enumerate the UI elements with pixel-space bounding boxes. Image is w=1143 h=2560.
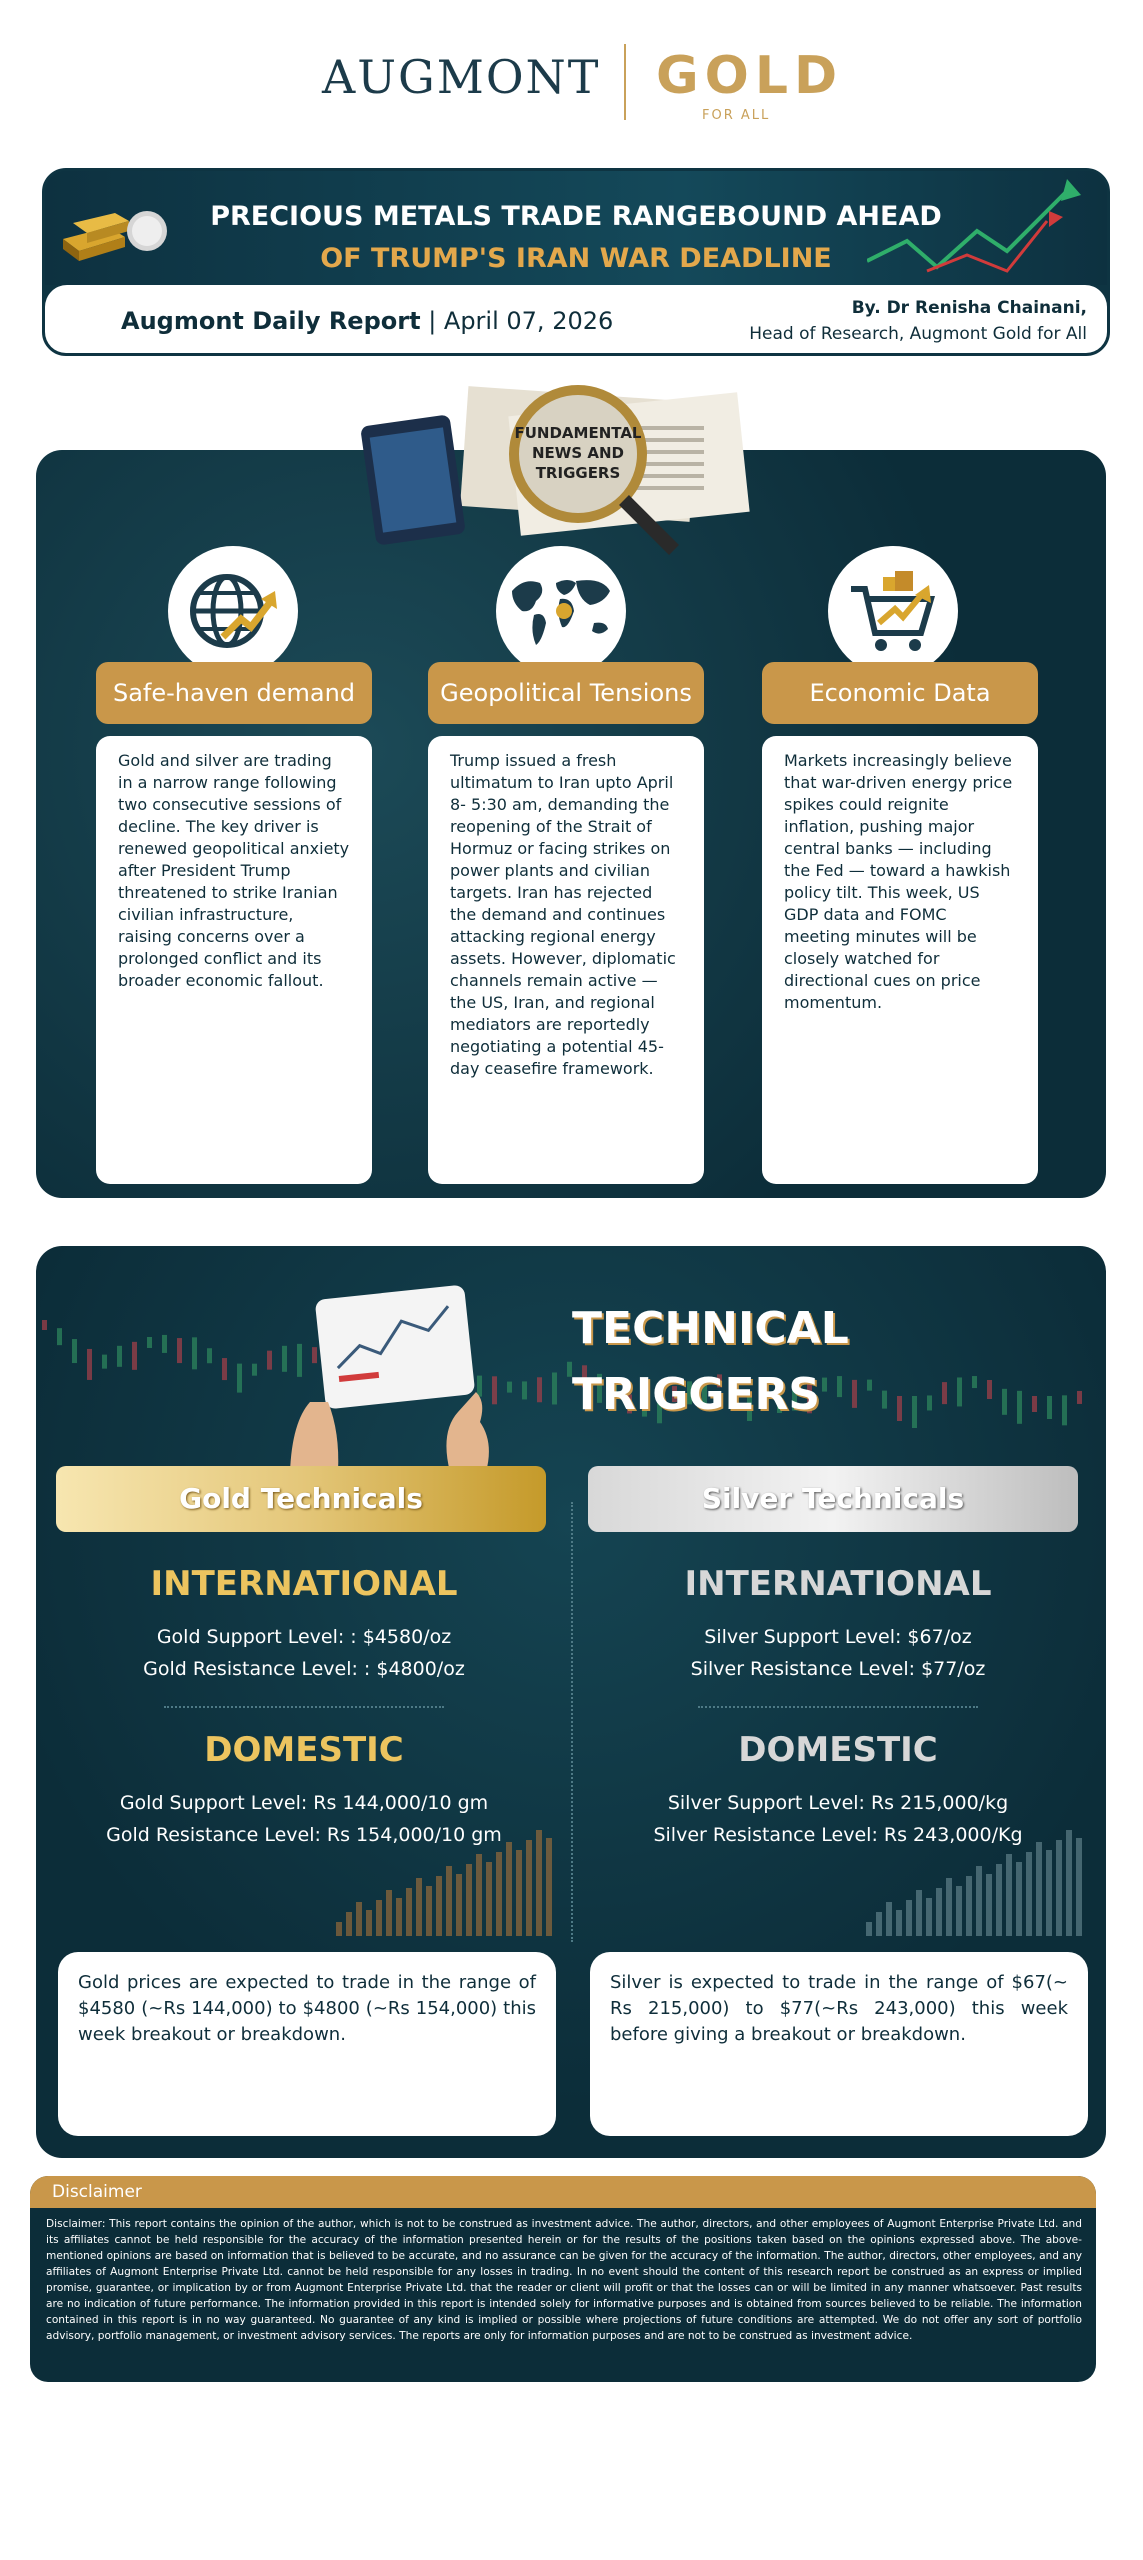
gold-dom-resistance: Gold Resistance Level: Rs 154,000/10 gm <box>106 1824 502 1846</box>
deco-bar <box>466 1864 472 1936</box>
deco-bar <box>916 1890 922 1936</box>
title-banner <box>42 168 1110 356</box>
candle <box>1002 1389 1007 1415</box>
silver-intl-support: Silver Support Level: $67/oz <box>704 1626 972 1648</box>
augmont-logo: AUGMONT <box>322 50 601 104</box>
deco-bar <box>546 1838 552 1936</box>
candle <box>522 1381 527 1399</box>
deco-bar <box>926 1898 932 1936</box>
deco-bar <box>376 1900 382 1936</box>
gold-separator <box>164 1706 444 1708</box>
deco-bar <box>396 1898 402 1936</box>
gold-domestic-heading: DOMESTIC <box>204 1730 404 1770</box>
deco-bar <box>516 1850 522 1936</box>
news-label-line-3: TRIGGERS <box>535 464 621 482</box>
candle <box>1032 1396 1037 1412</box>
tablet-chart-illustration <box>280 1282 510 1472</box>
deco-bar <box>406 1888 412 1936</box>
deco-bar <box>896 1910 902 1936</box>
author-block <box>749 295 1087 347</box>
deco-bar <box>426 1886 432 1936</box>
globe-growth-icon <box>168 546 298 676</box>
deco-bar <box>476 1854 482 1936</box>
disclaimer-text: Disclaimer: This report contains the opinion of the author, which is not to be construed as investment advice. The author, directors, and other employees of Augmont Enterprise Private Ltd. and its affiliates cannot be held responsible for the accuracy of the information presented herein or for the results of the positions taken based on the opinions expressed above. The above-mentioned opinions are based on information that is believed to be accurate, and no assurance can be given for the accuracy of the information. The author, directors, other employees, and any affiliates of Augmont Enterprise Private Ltd. cannot be held responsible for any losses in trading. In no event should the content of this research report be construed as an express or implied promise, guarantee, or implication by or from Augmont Enterprise Private Ltd. that the reader or client will profit or that the losses can or will be limited in any manner whatsoever. Past results are no indication of future performance. The information provided in this report is intended solely for informative purposes and is obtained from sources believed to be reliable. The information contained in this report is in no way guaranteed. No guarantee of any kind is implied or possible where projections of future conditions are attempted. We do not offer any sort of portfolio advisory, portfolio management, or investment advisory services. The reports are only for information purposes and are not to be construed as investment advice. <box>46 2218 1082 2342</box>
report-info-bar <box>45 285 1107 356</box>
deco-bar <box>966 1876 972 1936</box>
technical-triggers-title <box>572 1296 849 1428</box>
fundamentals-panel <box>36 450 1106 1198</box>
silver-dom-support: Silver Support Level: Rs 215,000/kg <box>667 1792 1009 1814</box>
candle <box>42 1320 47 1330</box>
candle <box>537 1377 542 1402</box>
candle <box>252 1364 257 1376</box>
deco-bar <box>346 1912 352 1936</box>
deco-bar <box>906 1900 912 1936</box>
gold-technicals-tab: Gold Technicals <box>56 1466 546 1532</box>
deco-bar <box>1046 1850 1052 1936</box>
candle <box>552 1372 557 1404</box>
candle <box>132 1342 137 1370</box>
candle <box>237 1364 242 1393</box>
card-text: Markets increasingly believe that war-driven energy price spikes could reignite inflation, pushing major central banks — including the Fed — toward a hawkish policy tilt. This week, US GDP data and FOMC meeting minutes will be closely watched for directional cues on price momentum. <box>784 751 1013 1012</box>
candle <box>207 1348 212 1363</box>
gold-logo: GOLD <box>656 46 844 106</box>
gold-dom-support: Gold Support Level: Rs 144,000/10 gm <box>119 1792 489 1814</box>
candle <box>1047 1396 1052 1419</box>
candle <box>852 1380 857 1408</box>
deco-bar <box>986 1874 992 1936</box>
candle <box>177 1338 182 1363</box>
deco-bar <box>506 1842 512 1936</box>
card-title-economic-data: Economic Data <box>762 662 1038 724</box>
gold-intl-resistance: Gold Resistance Level: : $4800/oz <box>143 1658 465 1680</box>
brand-header <box>0 40 1143 130</box>
deco-bar <box>446 1866 452 1936</box>
silver-technicals-tab: Silver Technicals <box>588 1466 1078 1532</box>
deco-bar <box>1076 1838 1082 1936</box>
silver-summary-card: Silver is expected to trade in the range of $67(~ Rs 215,000) to $77(~Rs 243,000) this week before giving a breakout or breakdown. <box>590 1952 1088 2136</box>
author-name: By. Dr Renisha Chainani, <box>851 298 1087 318</box>
card-title-geopolitical: Geopolitical Tensions <box>428 662 704 724</box>
candle <box>867 1380 872 1391</box>
deco-bar <box>436 1876 442 1936</box>
trend-arrow-icon <box>867 171 1087 285</box>
deco-bar <box>526 1840 532 1936</box>
candle <box>1017 1391 1022 1424</box>
card-geopolitical <box>428 736 704 1184</box>
card-title-safe-haven: Safe-haven demand <box>96 662 372 724</box>
gold-bars-chart-deco <box>336 1826 566 1936</box>
deco-bar <box>996 1864 1002 1936</box>
gold-summary-card: Gold prices are expected to trade in the range of $4580 (~Rs 144,000) to $4800 (~Rs 154,000) this week breakout or breakdown. <box>58 1952 556 2136</box>
deco-bar <box>1006 1854 1012 1936</box>
card-text: Gold and silver are trading in a narrow range following two consecutive sessions of decline. The key driver is renewed geopolitical anxiety after President Trump threatened to strike Iranian civilian infrastructure, raising concerns over a prolonged conflict and its broader economic fallout. <box>118 751 350 990</box>
report-name: Augmont Daily Report <box>121 307 421 335</box>
deco-bar <box>356 1902 362 1936</box>
candle <box>912 1396 917 1428</box>
candle <box>162 1335 167 1353</box>
silver-intl-resistance: Silver Resistance Level: $77/oz <box>690 1658 986 1680</box>
card-economic-data <box>762 736 1038 1184</box>
deco-bar <box>886 1902 892 1936</box>
technical-title-line-2: TRIGGERS <box>572 1369 821 1420</box>
silver-international-heading: INTERNATIONAL <box>684 1564 992 1604</box>
deco-bar <box>1026 1852 1032 1936</box>
for-all-tagline: FOR ALL <box>702 108 771 123</box>
candle <box>72 1339 77 1363</box>
gold-intl-support: Gold Support Level: : $4580/oz <box>156 1626 452 1648</box>
report-title <box>121 307 613 335</box>
deco-bar <box>866 1922 872 1936</box>
deco-bar <box>956 1886 962 1936</box>
deco-bar <box>386 1890 392 1936</box>
candlestick-background <box>36 1246 1106 1446</box>
silver-separator <box>698 1706 978 1708</box>
candle <box>987 1380 992 1399</box>
candle <box>87 1349 92 1380</box>
candle <box>222 1358 227 1380</box>
deco-bar <box>456 1874 462 1936</box>
deco-bar <box>1036 1842 1042 1936</box>
candle <box>927 1395 932 1410</box>
headline-line-1: PRECIOUS METALS TRADE RANGEBOUND AHEAD <box>210 201 942 232</box>
candle <box>102 1355 107 1369</box>
deco-bar <box>876 1912 882 1936</box>
card-safe-haven <box>96 736 372 1184</box>
gold-international-heading: INTERNATIONAL <box>150 1564 458 1604</box>
author-title: Head of Research, Augmont Gold for All <box>749 324 1087 344</box>
column-divider <box>571 1502 573 1942</box>
banner-headline-area <box>45 171 1107 285</box>
candle <box>957 1377 962 1406</box>
candle <box>57 1328 62 1345</box>
silver-domestic-heading: DOMESTIC <box>738 1730 938 1770</box>
deco-bar <box>946 1878 952 1936</box>
news-label-line-2: NEWS AND <box>532 444 624 462</box>
technical-panel <box>36 1246 1106 2158</box>
deco-bar <box>936 1888 942 1936</box>
fundamental-news-illustration <box>354 380 774 560</box>
news-label-line-1: FUNDAMENTAL <box>514 424 642 442</box>
silver-dom-resistance: Silver Resistance Level: Rs 243,000/Kg <box>653 1824 1023 1846</box>
candle <box>1062 1395 1067 1425</box>
shopping-cart-icon <box>828 546 958 676</box>
world-map-icon <box>496 546 626 676</box>
candle <box>972 1376 977 1388</box>
silver-bars-chart-deco <box>866 1826 1096 1936</box>
technical-title-line-1: TECHNICAL <box>572 1303 849 1354</box>
candle <box>267 1351 272 1370</box>
deco-bar <box>1056 1840 1062 1936</box>
deco-bar <box>486 1862 492 1936</box>
headline-line-2: OF TRUMP'S IRAN WAR DEADLINE <box>320 243 832 274</box>
candle <box>897 1396 902 1421</box>
deco-bar <box>536 1830 542 1936</box>
deco-bar <box>1066 1830 1072 1936</box>
deco-bar <box>1016 1862 1022 1936</box>
deco-bar <box>366 1910 372 1936</box>
deco-bar <box>496 1852 502 1936</box>
deco-bar <box>976 1866 982 1936</box>
candle <box>942 1382 947 1404</box>
logo-divider <box>624 44 626 120</box>
deco-bar <box>336 1922 342 1936</box>
report-date: | April 07, 2026 <box>420 307 614 335</box>
disclaimer-box <box>30 2176 1096 2382</box>
candle <box>1077 1391 1082 1404</box>
candle <box>117 1346 122 1367</box>
disclaimer-heading: Disclaimer <box>30 2176 1096 2208</box>
candle <box>192 1337 197 1369</box>
candle <box>882 1391 887 1409</box>
card-text: Trump issued a fresh ultimatum to Iran upto April 8- 5:30 am, demanding the reopening of the Strait of Hormuz or facing strikes on power plants and civilian targets. Iran has rejected the demand and continues attacking regional energy assets. However, diplomatic channels remain active — the US, Iran, and regional mediators are reportedly negotiating a potential 45-day ceasefire framework. <box>450 751 676 1078</box>
deco-bar <box>416 1878 422 1936</box>
candle <box>147 1337 152 1348</box>
